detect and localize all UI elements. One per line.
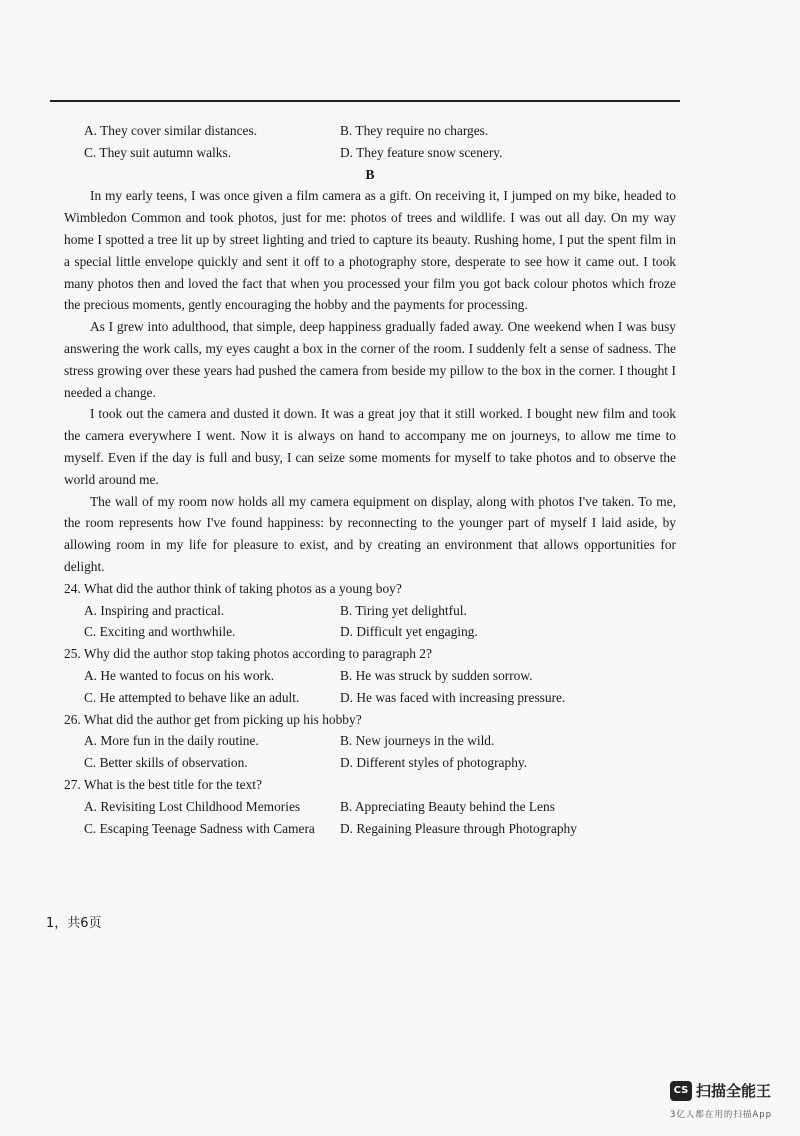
option-row xyxy=(64,600,676,622)
option-row xyxy=(64,621,676,643)
option-row xyxy=(64,142,676,164)
q27-option-a: A. Revisiting Lost Childhood Memories xyxy=(84,798,301,814)
q26-option-c: C. Better skills of observation. xyxy=(84,755,248,771)
scanner-logo-icon: CS xyxy=(670,1081,692,1101)
prev-option-a: A. They cover similar distances. xyxy=(84,123,258,138)
q25-option-b: B. He was struck by sudden sorrow. xyxy=(340,667,533,683)
exam-content xyxy=(64,120,676,839)
passage-paragraph: As I grew into adulthood, that simple, deep happiness gradually faded away. One weekend when I was busy answering the work calls, my eyes caught a box in the corner of the room. I suddenly felt a sense of sadness. The stress growing over these years had pushed the camera from beside my pillow to the box in the corner. I thought I needed a change. xyxy=(64,319,676,400)
option-row xyxy=(64,818,676,840)
passage-paragraph: The wall of my room now holds all my camera equipment on display, along with photos I've taken. To me, the room represents how I've found happiness: by reconnecting to the younger part of myself I laid aside, by allowing room in my life for pleasure to exist, and by creating an environment that allows opportunities for delight. xyxy=(64,493,676,574)
q26-option-a: A. More fun in the daily routine. xyxy=(84,733,259,749)
option-row xyxy=(64,752,676,774)
scanner-app-name: 扫描全能王 xyxy=(696,1082,772,1100)
question-26-stem: 26. What did the author get from picking up his hobby? xyxy=(64,711,362,727)
scanner-tagline: 3亿人都在用的扫描App xyxy=(670,1110,773,1120)
q25-option-a: A. He wanted to focus on his work. xyxy=(84,667,275,683)
q24-option-d: D. Difficult yet engaging. xyxy=(340,624,478,640)
option-row xyxy=(64,687,676,709)
q25-option-c: C. He attempted to behave like an adult. xyxy=(84,689,300,705)
q24-option-c: C. Exciting and worthwhile. xyxy=(84,624,236,640)
question-27-stem: 27. What is the best title for the text? xyxy=(64,776,262,792)
option-row xyxy=(64,120,676,142)
passage-paragraph: In my early teens, I was once given a film camera as a gift. On receiving it, I jumped on my bike, headed to Wimbledon Common and took photos, just for me: photos of trees and wildlife. I was out all day. On my way home I spotted a tree lit up by street lighting and tried to capture its beauty. Rushing home, I put the spent film in a special little envelope quickly and sent it off to a photography store, desperate to see how it came out. I took many photos then and loved the fact that when you processed your film you got back colour photos which froze the precious moments, gently encouraging the hobby and the payments for processing. xyxy=(64,188,676,313)
q26-option-d: D. Different styles of photography. xyxy=(340,755,528,771)
header-rule xyxy=(50,100,680,102)
question-24-stem: 24. What did the author think of taking photos as a young boy? xyxy=(64,580,402,596)
scanner-watermark xyxy=(670,1080,771,1101)
passage-paragraph: I took out the camera and dusted it down. It was a great joy that it still worked. I bought new film and took the camera everywhere I went. Now it is always on hand to accompany me on journeys, to allow me time to myself. Even if the day is full and busy, I can seize some moments for myself to take photos and to observe the world around me. xyxy=(64,406,676,487)
section-title: B xyxy=(365,166,375,182)
q26-option-b: B. New journeys in the wild. xyxy=(340,733,495,749)
option-row xyxy=(64,665,676,687)
page-footer: 1，共6页 xyxy=(46,916,102,931)
q24-option-b: B. Tiring yet delightful. xyxy=(340,602,467,618)
question-25-stem: 25. Why did the author stop taking photos according to paragraph 2? xyxy=(64,646,432,662)
option-row xyxy=(64,730,676,752)
q25-option-d: D. He was faced with increasing pressure. xyxy=(340,689,566,705)
q24-option-a: A. Inspiring and practical. xyxy=(84,602,225,618)
prev-option-b: B. They require no charges. xyxy=(340,123,489,138)
q27-option-b: B. Appreciating Beauty behind the Lens xyxy=(340,798,555,814)
q27-option-c: C. Escaping Teenage Sadness with Camera xyxy=(84,820,315,836)
option-row xyxy=(64,796,676,818)
q27-option-d: D. Regaining Pleasure through Photography xyxy=(340,820,577,836)
prev-option-d: D. They feature snow scenery. xyxy=(340,144,503,160)
prev-option-c: C. They suit autumn walks. xyxy=(84,144,232,160)
